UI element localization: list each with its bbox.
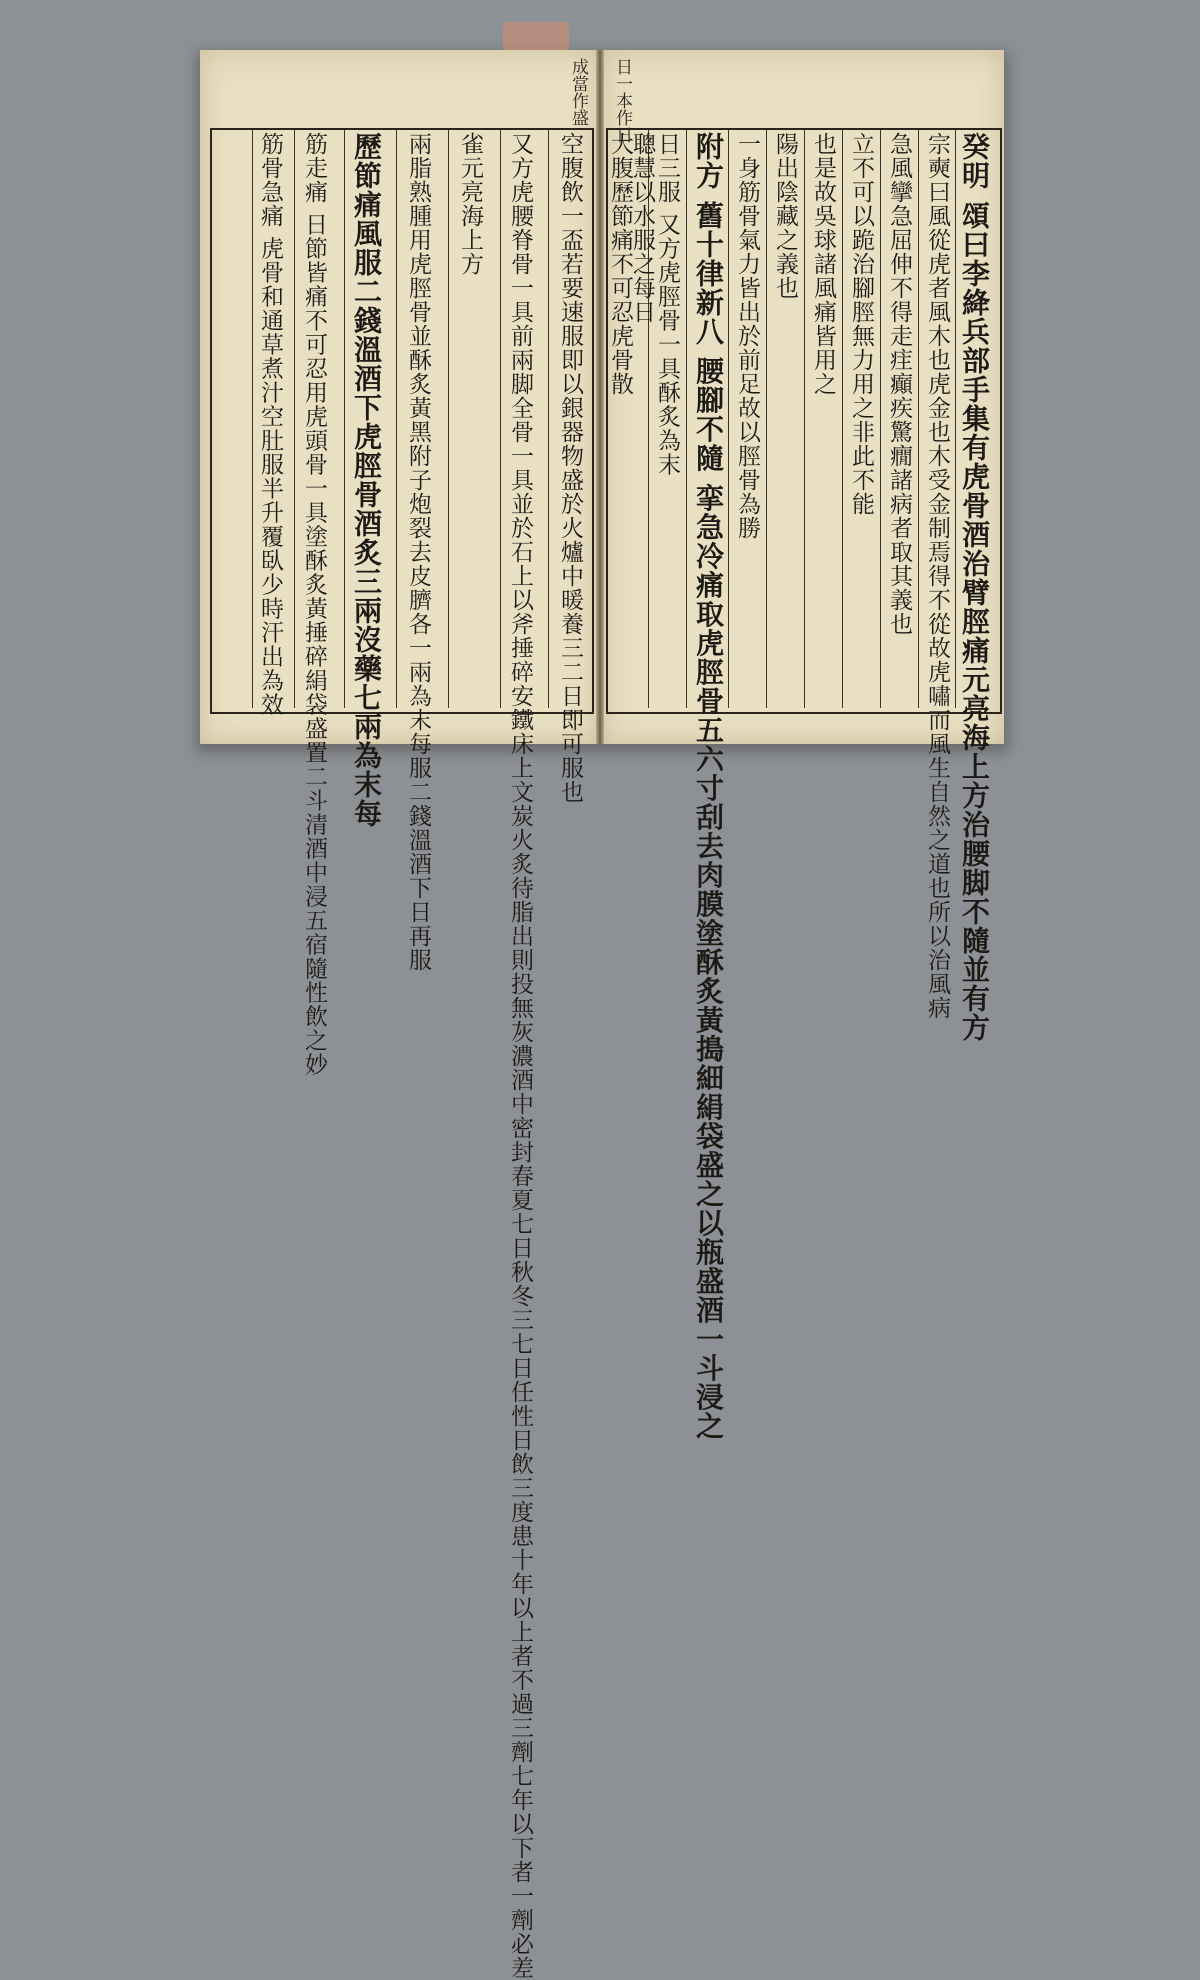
left-column-1: 空腹飲一盃若要速服即以銀器物盛於火爐中暖養三二日即可服也 <box>557 132 583 804</box>
column-rule <box>500 130 501 708</box>
column-rule <box>955 130 956 708</box>
right-column-8: 附方 舊十律新八 腰腳不隨 挛急冷痛取虎脛骨五六寸刮去肉膜塗酥炙黃搗細絹袋盛之以瓶盛酒一斗浸之 <box>692 132 725 1441</box>
column-rule <box>804 130 805 708</box>
left-column-7: 筋骨急痛 虎骨和通草煮汁空肚服半升覆臥少時汗出為效 <box>257 132 283 717</box>
column-rule <box>294 130 295 708</box>
right-column-4: 立不可以跪治腳脛無力用之非此不能 <box>848 132 874 516</box>
left-column-2: 又方虎腰脊骨一具前兩脚全骨一具並於石上以斧捶碎安鐵床上文炭火炙待脂出則投無灰濃酒中密封春夏七日秋冬三七日任性日飲三度患十年以上者不過三劑七年以下者一劑必差 <box>507 132 533 1980</box>
right-column-7: 一身筋骨氣力皆出於前足故以脛骨為勝 <box>734 132 760 540</box>
column-rule <box>728 130 729 708</box>
column-rule <box>766 130 767 708</box>
right-margin-note: 日一本作日 <box>612 58 632 143</box>
right-column-11: 大腹歷節痛不可忍虎骨散 <box>607 132 633 396</box>
column-rule <box>448 130 449 708</box>
left-margin-note: 成當作盛 <box>568 58 588 126</box>
column-rule <box>396 130 397 708</box>
right-column-3: 急風攣急屈伸不得走疰癲疾驚癇諸病者取其義也 <box>886 132 912 636</box>
column-rule <box>548 130 549 708</box>
left-column-6: 筋走痛 日節皆痛不可忍用虎頭骨一具塗酥炙黃捶碎絹袋盛置二斗清酒中浸五宿隨性飲之妙 <box>301 132 327 1077</box>
right-column-1: 癸明 頌曰李絳兵部手集有虎骨酒治臂脛痛元亮海上方治腰脚不隨並有方 <box>958 132 991 1042</box>
column-rule <box>686 130 687 708</box>
column-rule <box>842 130 843 708</box>
left-column-5: 歷節痛風服二錢溫酒下虎脛骨酒炙三兩沒藥七兩為末每 <box>350 132 383 828</box>
right-column-10: 聰慧以水服之每日 <box>629 132 655 324</box>
right-column-5: 也是故吳球諸風痛皆用之 <box>810 132 836 396</box>
book-gutter <box>596 50 604 744</box>
column-rule <box>918 130 919 708</box>
right-column-2: 宗奭曰風從虎者風木也虎金也木受金制焉得不從故虎嘯而風生自然之道也所以治風病 <box>924 132 950 1020</box>
left-column-3: 雀元亮海上方 <box>457 132 483 276</box>
right-column-9: 日三服 又方虎脛骨一具酥炙為末 <box>654 132 680 477</box>
column-rule <box>880 130 881 708</box>
left-column-4: 兩脂熟腫用虎脛骨並酥炙黃黑附子炮裂去皮臍各一兩為末每服二錢溫酒下日再服 <box>405 132 431 972</box>
column-rule <box>344 130 345 708</box>
right-column-6: 陽出陰藏之義也 <box>772 132 798 300</box>
column-rule <box>252 130 253 708</box>
